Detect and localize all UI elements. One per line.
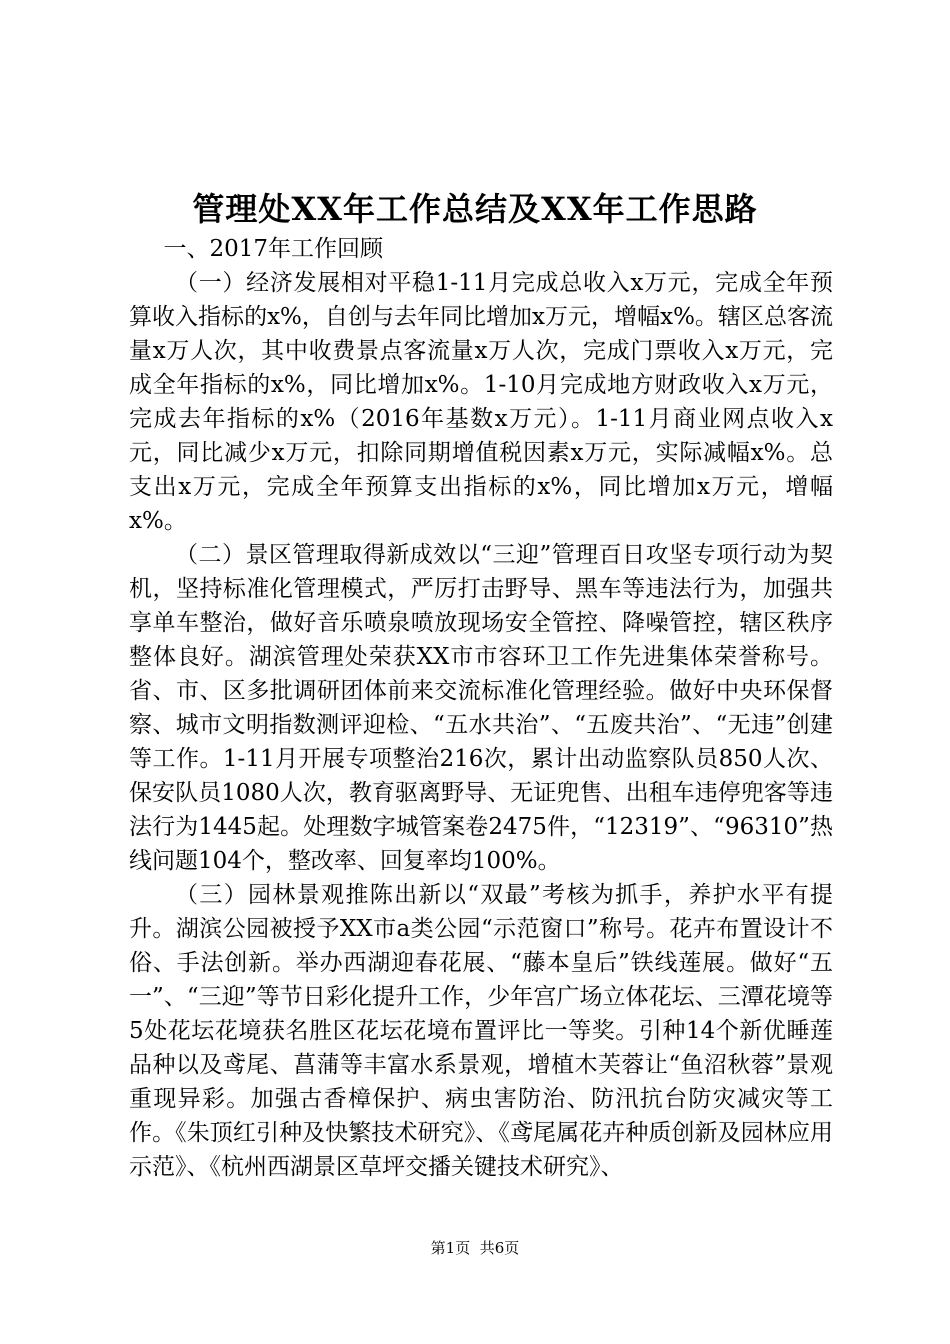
paragraph-landscape: （三）园林景观推陈出新以“双最”考核为抓手，养护水平有提升。湖滨公园被授予XX市a类公园“示范窗口”称号。花卉布置设计不俗、手法创新。举办西湖迎春花展、“藤本皇后”铁线莲展。做好“五一”、“三迎”等节日彩化提升工作，少年宫广场立体花坛、三潭花境等5处花坛花境获名胜区花坛花境布置评比一等奖。引种14个新优睡莲品种以及鸢尾、菖蒲等丰富水系景观，增植木芙蓉让“鱼沼秋蓉”景观重现异彩。加强古香樟保护、病虫害防治、防汛抗台防灾减灾等工作。《朱顶红引种及快繁技术研究》、《鸢尾属花卉种质创新及园林应用示范》、《杭州西湖景区草坪交播关键技术研究》、 bbox=[129, 882, 833, 1180]
page-number: 第1页 bbox=[430, 1239, 471, 1257]
page-footer bbox=[0, 1238, 950, 1258]
section-heading: 一、2017年工作回顾 bbox=[163, 236, 384, 262]
document-title: 管理处XX年工作总结及XX年工作思路 bbox=[192, 190, 758, 228]
page-total: 共6页 bbox=[479, 1239, 520, 1257]
paragraph-scenic-management: （二）景区管理取得新成效以“三迎”管理百日攻坚专项行动为契机，坚持标准化管理模式，严厉打击野导、黑车等违法行为，加强共享单车整治，做好音乐喷泉喷放现场安全管控、降噪管控，辖区秩序整体良好。湖滨管理处荣获XX市市容环卫工作先进集体荣誉称号。省、市、区多批调研团体前来交流标准化管理经验。做好中央环保督察、城市文明指数测评迎检、“五水共治”、“五废共治”、“无违”创建等工作。1-11月开展专项整治216次，累计出动监察队员850人次、保安队员1080人次，教育驱离野导、无证兜售、出租车违停兜客等违法行为1445起。处理数字城管案卷2475件，“12319”、“96310”热线问题104个，整改率、回复率均100%。 bbox=[129, 542, 833, 874]
document-body bbox=[129, 232, 833, 1184]
paragraph-economy: （一）经济发展相对平稳1-11月完成总收入x万元，完成全年预算收入指标的x%，自创与去年同比增加x万元，增幅x%。辖区总客流量x万人次，其中收费景点客流量x万人次，完成门票收入x万元，完成全年指标的x%，同比增加x%。1-10月完成地方财政收入x万元，完成去年指标的x%（2016年基数x万元）。1-11月商业网点收入x元，同比减少x万元，扣除同期增值税因素x万元，实际减幅x%。总支出x万元，完成全年预算支出指标的x%，同比增加x万元，增幅x%。 bbox=[129, 270, 833, 534]
